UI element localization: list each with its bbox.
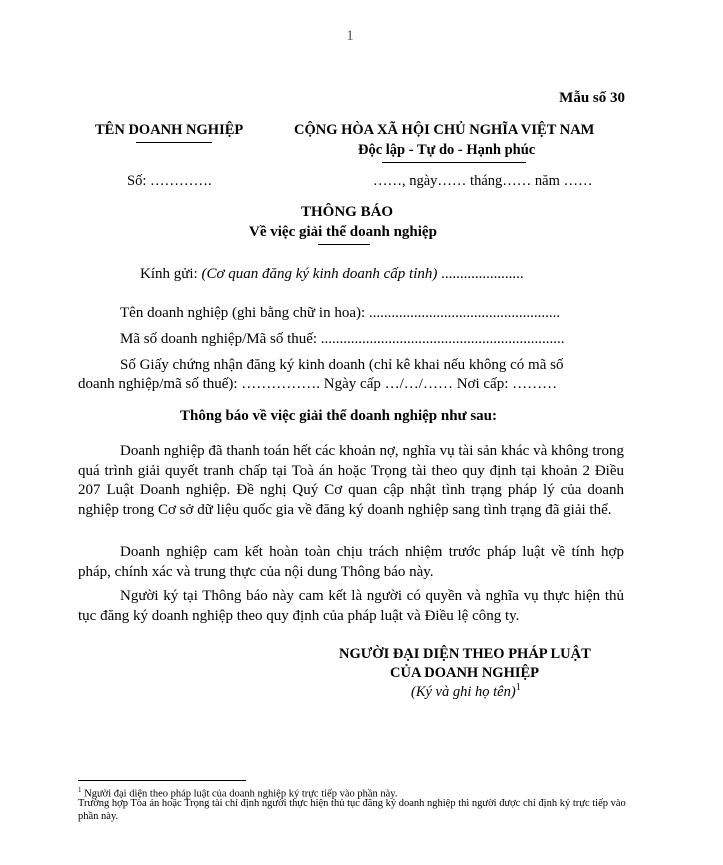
motto: Độc lập - Tự do - Hạnh phúc [358,142,536,158]
paragraph-commitment: Doanh nghiệp cam kết hoàn toàn chịu trách nhiệm trước pháp luật về tính hợp pháp, chính xác và trung thực của nội dung Thông báo này. [78,544,624,580]
recipient-value: (Cơ quan đăng ký kinh doanh cấp tỉnh) [201,266,438,282]
signature-title-line1: NGƯỜI ĐẠI DIỆN THEO PHÁP LUẬT [339,646,591,662]
footnote-reference: 1 [515,682,521,693]
nation-heading: CỘNG HÒA XÃ HỘI CHỦ NGHĨA VIỆT NAM [294,122,595,138]
document-number-line: Số: …………. [127,173,212,189]
motto-underline [382,162,526,163]
paragraph-payment-obligations: Doanh nghiệp đã thanh toán hết các khoản nợ, nghĩa vụ tài sản khác và không trong quá trình giải quyết tranh chấp tại Toà án hoặc Trọng tài theo quy định tại khoản 2 Điều 207 Luật Doanh nghiệp. Đề nghị Quý Cơ quan cập nhật tình trạng pháp lý của doanh nghiệp trong Cơ sở dữ liệu quốc gia về đăng ký doanh nghiệp sang tình trạng đã giải thể. [78,443,624,518]
recipient-label: Kính gửi: [140,266,202,282]
recipient-dots: ...................... [437,266,524,282]
page-number: 1 [346,28,354,44]
section-heading: Thông báo về việc giải thể doanh nghiệp như sau: [180,408,497,424]
document-subtitle: Về việc giải thể doanh nghiệp [249,224,437,240]
signature-title-line2: CỦA DOANH NGHIỆP [390,665,540,681]
footnote-separator [78,780,246,781]
recipient-line [140,266,524,283]
footnote-line1: Người đại diện theo pháp luật của doanh nghiệp ký trực tiếp vào phần này. [81,788,398,800]
certificate-field-line1: Số Giấy chứng nhận đăng ký kinh doanh (chỉ kê khai nếu không có mã số [120,357,564,373]
certificate-field-line2: doanh nghiệp/mã số thuế): ……………. Ngày cấp …/…/…… Nơi cấp: ……… [78,376,558,392]
signature-note [411,682,521,701]
footnote-marker: 1 [78,786,82,794]
subtitle-underline [318,244,370,245]
paragraph-signer-authority: Người ký tại Thông báo này cam kết là người có quyền và nghĩa vụ thực hiện thủ tục đăng ký doanh nghiệp theo quy định của pháp luật và Điều lệ công ty. [78,588,624,624]
form-number: Mẫu số 30 [559,90,625,106]
date-line: ……, ngày…… tháng…… năm …… [373,173,593,189]
tax-code-field: Mã số doanh nghiệp/Mã số thuế: ................................................................. [120,331,565,347]
company-name-underline [136,142,212,143]
signature-note-text: (Ký và ghi họ tên) [411,683,516,700]
company-name-field: Tên doanh nghiệp (ghi bằng chữ in hoa): ................................................... [120,305,561,321]
footnote-line2: Trường hợp Tòa án hoặc Trọng tài chỉ định người thực hiện thủ tục đăng ký doanh nghiệp thì người được chỉ định ký trực tiếp vào phần này. [78,798,626,822]
document-title: THÔNG BÁO [301,204,394,220]
company-name-label: TÊN DOANH NGHIỆP [95,122,244,138]
